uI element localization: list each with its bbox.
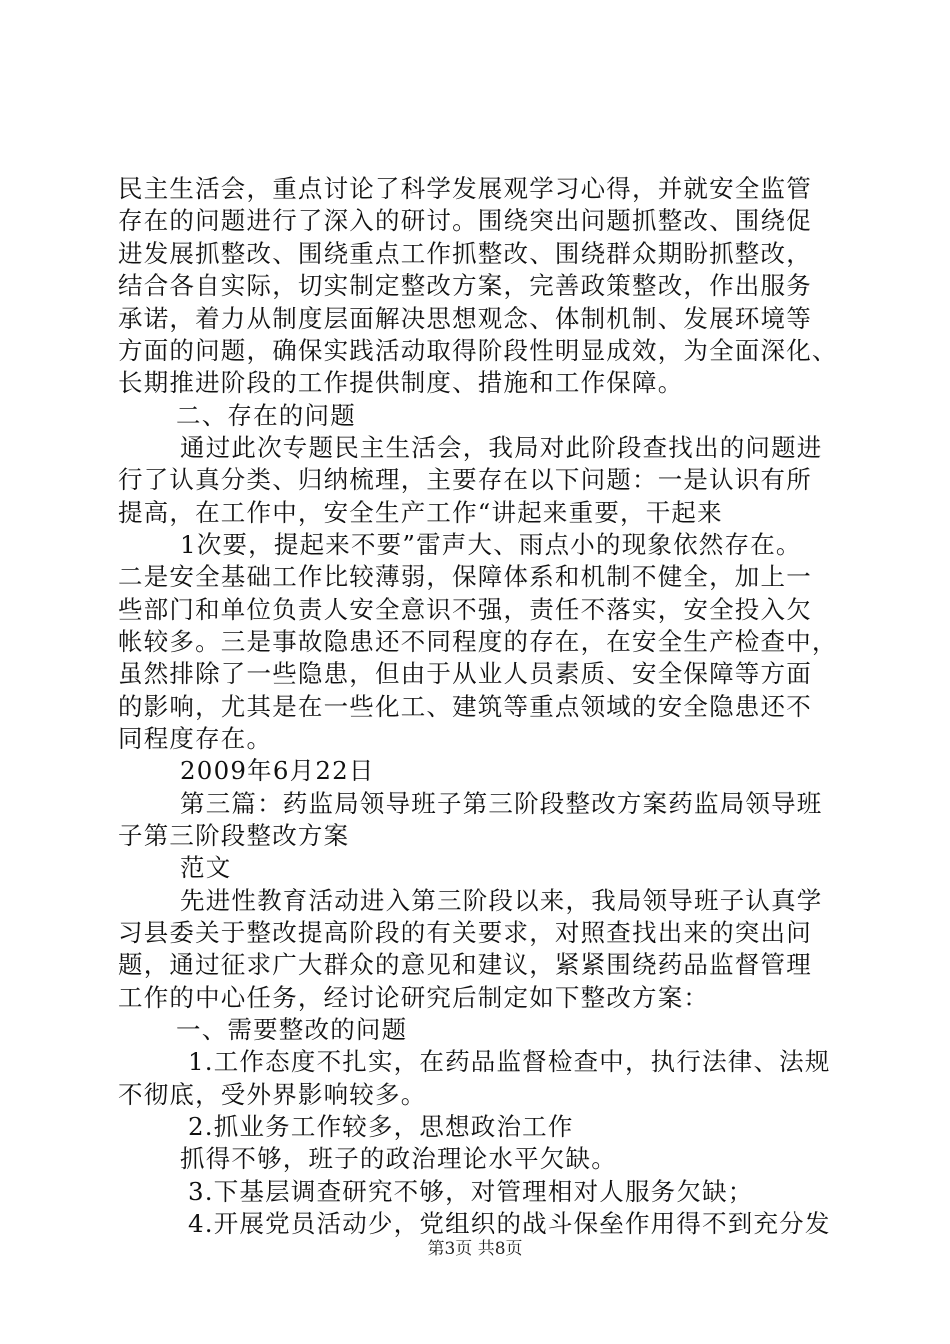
body-line: 二是安全基础工作比较薄弱，保障体系和机制不健全，加上一 xyxy=(118,562,812,591)
body-line: 先进性教育活动进入第三阶段以来，我局领导班子认真学 xyxy=(180,886,823,915)
body-line: 长期推进阶段的工作提供制度、措施和工作保障。 xyxy=(118,368,684,397)
list-item: 4.开展党员活动少，党组织的战斗保垒作用得不到充分发 xyxy=(188,1209,831,1238)
body-line: 结合各自实际，切实制定整改方案，完善政策整改，作出服务 xyxy=(118,271,812,300)
section-heading: 一、需要整改的问题 xyxy=(176,1015,408,1044)
body-line: 通过此次专题民主生活会，我局对此阶段查找出的问题进 xyxy=(180,433,823,462)
body-line: 些部门和单位负责人安全意识不强，责任不落实，安全投入欠 xyxy=(118,595,812,624)
chapter-title: 第三篇：药监局领导班子第三阶段整改方案药监局领导班 xyxy=(180,789,823,818)
section-heading: 二、存在的问题 xyxy=(176,401,356,430)
list-item: 2.抓业务工作较多，思想政治工作 xyxy=(188,1112,574,1141)
chapter-subtitle: 范文 xyxy=(180,853,232,882)
body-line: 不彻底，受外界影响较多。 xyxy=(118,1080,427,1109)
body-line: 工作的中心任务，经讨论研究后制定如下整改方案： xyxy=(118,983,710,1012)
body-line: 习县委关于整改提高阶段的有关要求，对照查找出来的突出问 xyxy=(118,918,812,947)
list-item: 3.下基层调查研究不够，对管理相对人服务欠缺； xyxy=(188,1177,754,1206)
body-line: 帐较多。三是事故隐患还不同程度的存在，在安全生产检查中， xyxy=(118,627,838,656)
body-line: 提高，在工作中，安全生产工作“讲起来重要，干起来 xyxy=(118,498,723,527)
body-line: 抓得不够，班子的政治理论水平欠缺。 xyxy=(180,1144,617,1173)
body-line: 1次要，提起来不要”雷声大、雨点小的现象依然存在。 xyxy=(180,530,802,559)
body-line: 方面的问题，确保实践活动取得阶段性明显成效，为全面深化、 xyxy=(118,336,838,365)
body-line: 虽然排除了一些隐患，但由于从业人员素质、安全保障等方面 xyxy=(118,659,812,688)
body-line: 的影响，尤其是在一些化工、建筑等重点领域的安全隐患还不 xyxy=(118,692,812,721)
body-line: 承诺，着力从制度层面解决思想观念、体制机制、发展环境等 xyxy=(118,304,812,333)
body-line: 同程度存在。 xyxy=(118,724,273,753)
list-item: 1.工作态度不扎实，在药品监督检查中，执行法律、法规 xyxy=(188,1047,831,1076)
body-line: 行了认真分类、归纳梳理，主要存在以下问题：一是认识有所 xyxy=(118,465,812,494)
chapter-title: 子第三阶段整改方案 xyxy=(118,821,350,850)
page-number-footer: 第3页 共8页 xyxy=(427,1239,523,1259)
date-line: 2009年6月22日 xyxy=(180,756,375,785)
body-line: 题，通过征求广大群众的意见和建议，紧紧围绕药品监督管理 xyxy=(118,950,812,979)
body-line: 民主生活会，重点讨论了科学发展观学习心得，并就安全监管 xyxy=(118,174,812,203)
body-line: 进发展抓整改、围绕重点工作抓整改、围绕群众期盼抓整改， xyxy=(118,239,812,268)
body-line: 存在的问题进行了深入的研讨。围绕突出问题抓整改、围绕促 xyxy=(118,206,812,235)
